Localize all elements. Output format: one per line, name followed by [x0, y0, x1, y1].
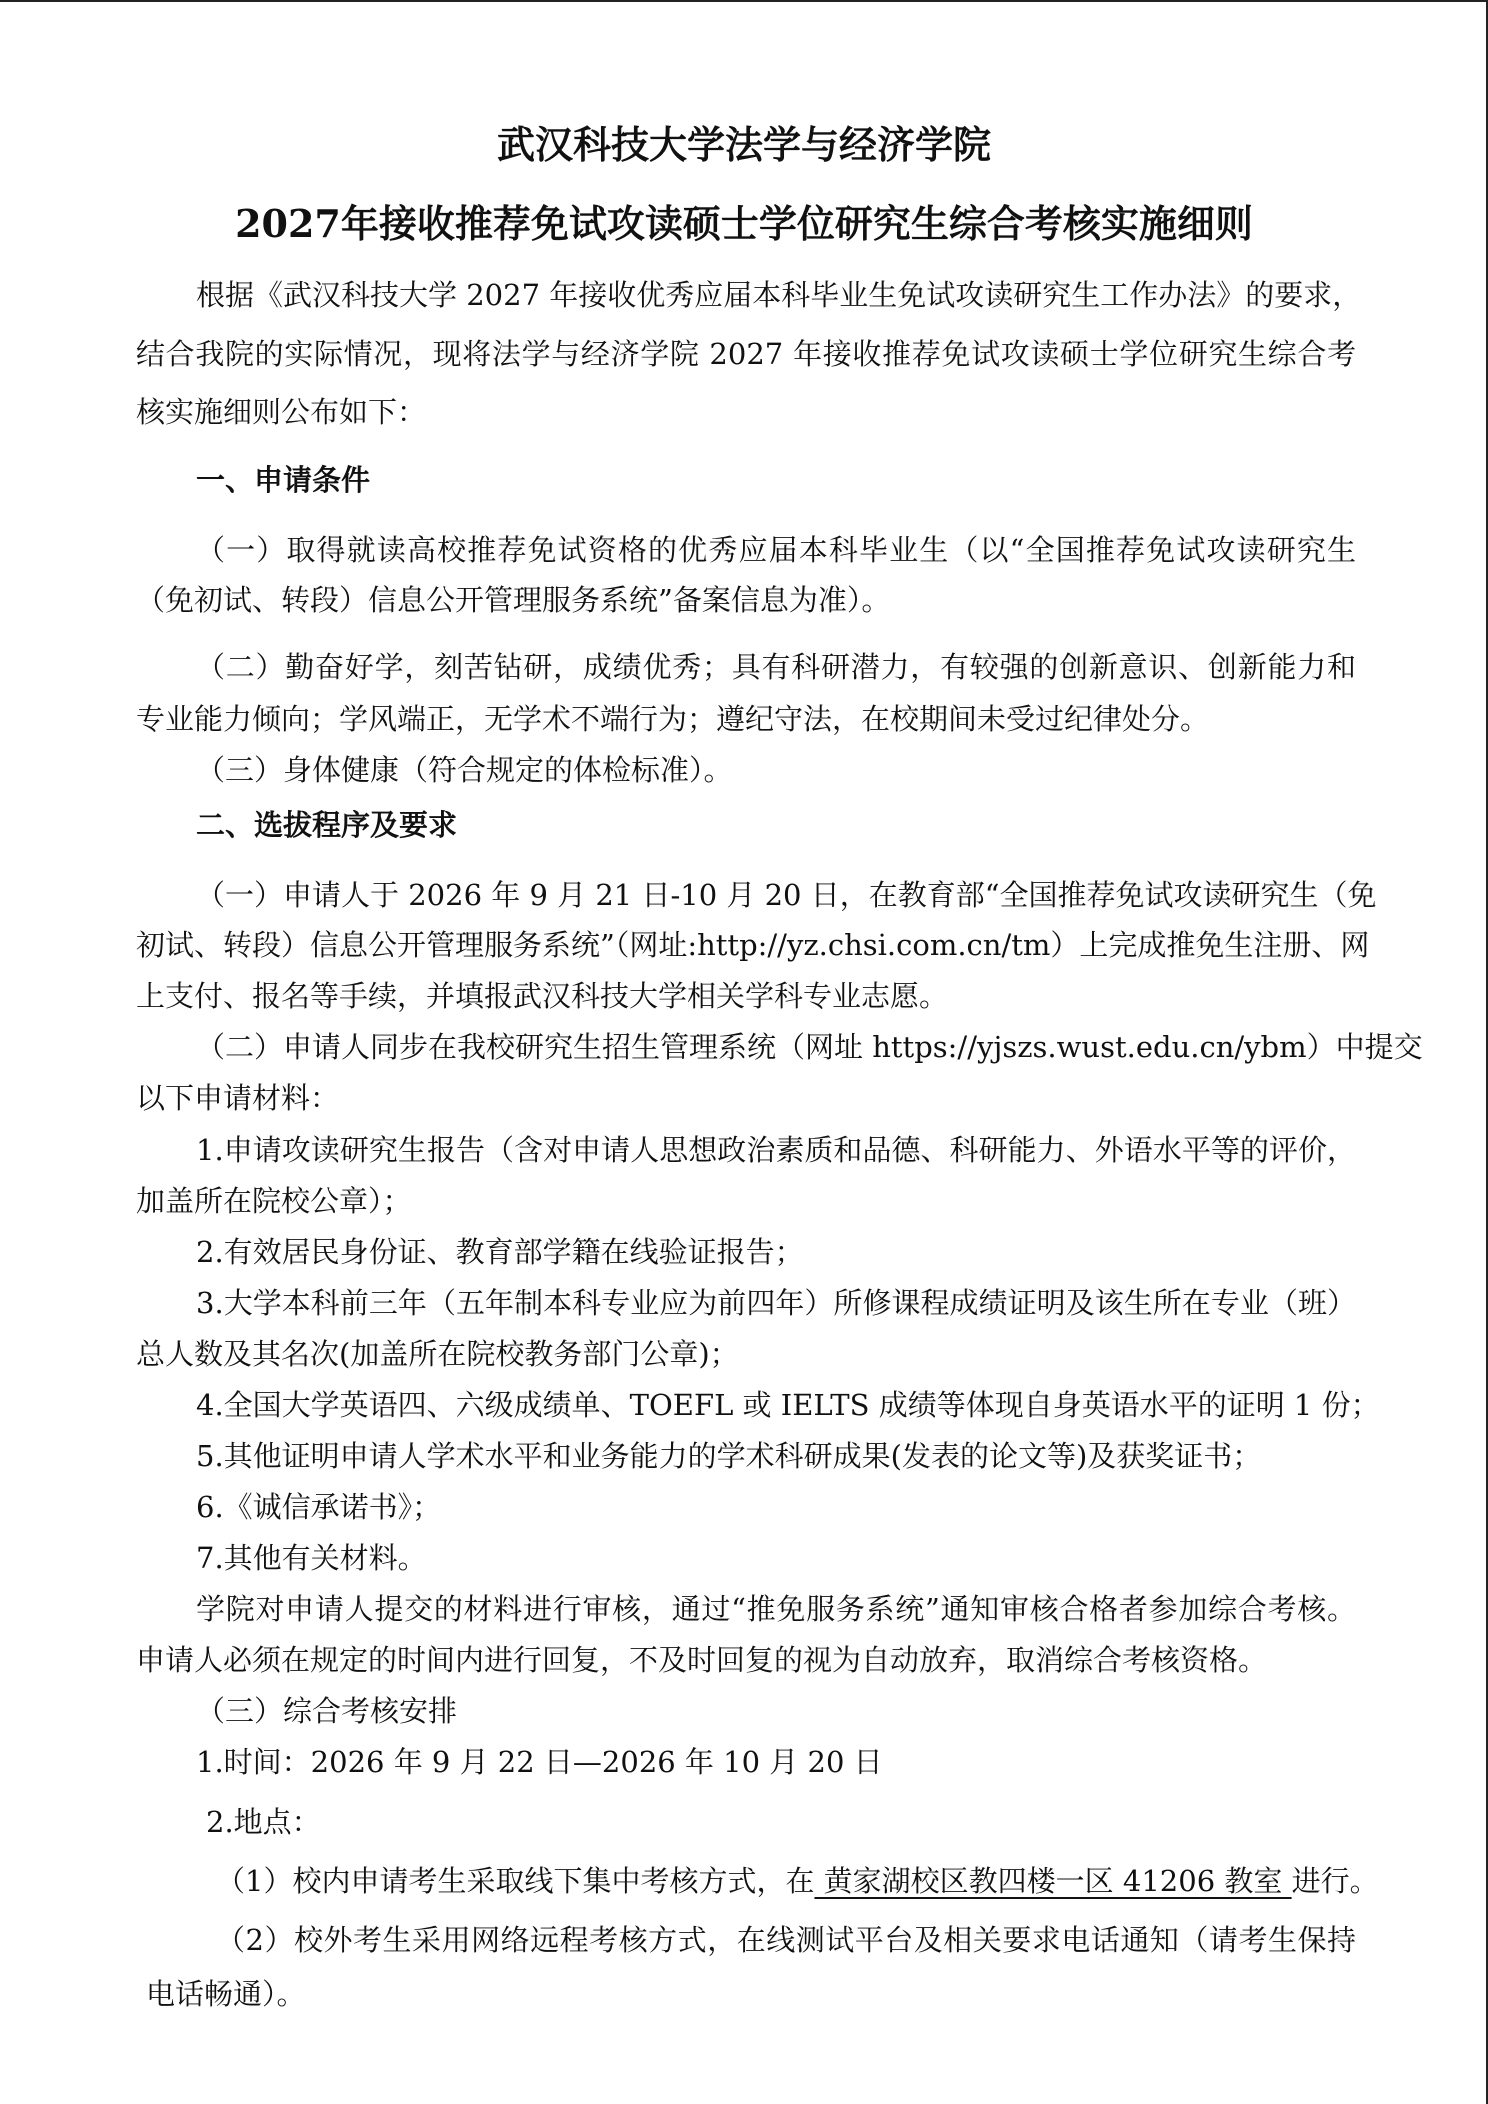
document-title-line1: 武汉科技大学法学与经济学院 [496, 122, 991, 167]
exam-time: 1.时间：2026 年 9 月 22 日—2026 年 10 月 20 日 [196, 1745, 883, 1779]
section2-item2-line1: （二）申请人同步在我校研究生招生管理系统（网址 https://yjszs.wust.edu.cn/ybm）中提交 [196, 1030, 1423, 1064]
exam-place-label: 2.地点： [206, 1805, 321, 1839]
material-4: 4.全国大学英语四、六级成绩单、TOEFL 或 IELTS 成绩等体现自身英语水平的证明 1 份； [196, 1388, 1380, 1422]
intro-line-2: 结合我院的实际情况，现将法学与经济学院 2027 年接收推荐免试攻读硕士学位研究生综合考 [136, 337, 1356, 371]
section1-item1-line1: （一）取得就读高校推荐免试资格的优秀应届本科毕业生（以“全国推荐免试攻读研究生 [196, 533, 1356, 567]
section1-item1-line2: （免初试、转段）信息公开管理服务系统”备案信息为准）。 [136, 583, 891, 617]
exam-location: 黄家湖校区教四楼一区 41206 教室 [814, 1864, 1292, 1898]
material-7: 7.其他有关材料。 [196, 1541, 427, 1575]
material-6: 6.《诚信承诺书》； [196, 1490, 442, 1524]
section1-item3: （三）身体健康（符合规定的体检标准）。 [196, 753, 733, 787]
material-1-line2: 加盖所在院校公章）； [136, 1184, 412, 1218]
intro-line-1: 根据《武汉科技大学 2027 年接收优秀应届本科毕业生免试攻读研究生工作办法》的要求， [196, 278, 1362, 312]
intro-line-3: 核实施细则公布如下： [136, 395, 427, 429]
material-5: 5.其他证明申请人学术水平和业务能力的学术科研成果(发表的论文等)及获奖证书； [196, 1439, 1262, 1473]
section1-item2-line2: 专业能力倾向；学风端正，无学术不端行为；遵纪守法，在校期间未受过纪律处分。 [136, 702, 1210, 736]
review-line2: 申请人必须在规定的时间内进行回复，不及时回复的视为自动放弃，取消综合考核资格。 [136, 1643, 1268, 1677]
material-3-line1: 3.大学本科前三年（五年制本科专业应为前四年）所修课程成绩证明及该生所在专业（班） [196, 1286, 1356, 1320]
section2-item1-line1: （一）申请人于 2026 年 9 月 21 日-10 月 20 日，在教育部“全国推荐免试攻读研究生（免 [196, 878, 1377, 912]
exam-place-remote-line2: 电话畅通）。 [146, 1977, 306, 2011]
section2-item1-line3: 上支付、报名等手续，并填报武汉科技大学相关学科专业志愿。 [136, 979, 949, 1013]
exam-place-onsite-prefix: （1）校内申请考生采取线下集中考核方式，在 [216, 1864, 815, 1898]
exam-place-remote-line1: （2）校外考生采用网络远程考核方式，在线测试平台及相关要求电话通知（请考生保持 [216, 1923, 1356, 1957]
section2-item2-line2: 以下申请材料： [136, 1081, 340, 1115]
section2-item3-heading: （三）综合考核安排 [196, 1694, 458, 1728]
exam-place-onsite [216, 1861, 1379, 1901]
section2-item1-line2: 初试、转段）信息公开管理服务系统”（网址:http://yz.chsi.com.cn/tm）上完成推免生注册、网 [136, 928, 1370, 962]
material-2: 2.有效居民身份证、教育部学籍在线验证报告； [196, 1235, 804, 1269]
review-line1: 学院对申请人提交的材料进行审核，通过“推免服务系统”通知审核合格者参加综合考核。 [196, 1592, 1356, 1626]
section1-item2-line1: （二）勤奋好学，刻苦钻研，成绩优秀；具有科研潜力，有较强的创新意识、创新能力和 [196, 650, 1356, 684]
exam-place-onsite-suffix: 进行。 [1291, 1864, 1379, 1898]
document-title-line2: 2027年接收推荐免试攻读硕士学位研究生综合考核实施细则 [235, 201, 1253, 246]
material-3-line2: 总人数及其名次(加盖所在院校教务部门公章)； [136, 1337, 739, 1371]
section1-heading: 一、申请条件 [196, 463, 371, 497]
material-1-line1: 1.申请攻读研究生报告（含对申请人思想政治素质和品德、科研能力、外语水平等的评价， [196, 1133, 1356, 1167]
section2-heading: 二、选拔程序及要求 [196, 808, 458, 842]
